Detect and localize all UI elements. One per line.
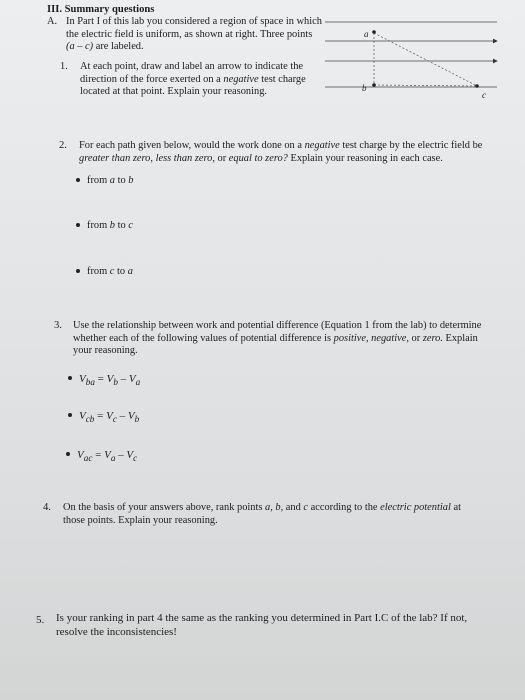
q2-options-1: greater than zero, less than zero,	[79, 152, 215, 164]
point-a-label: a	[364, 29, 369, 39]
bullet-icon	[66, 452, 70, 456]
q2-b1-pre: from	[87, 175, 110, 186]
q3-b2-b: V	[127, 410, 135, 422]
q5-number: 5.	[36, 614, 45, 626]
q2-options-2: equal to zero?	[228, 152, 288, 164]
q2-bullet-3	[76, 266, 133, 279]
q1-line-1: At each point, draw and label an arrow to indicate the	[80, 61, 304, 72]
q1-line-2-post: test charge	[258, 73, 306, 85]
q3-b3-lhs-sub: ac	[83, 453, 93, 464]
q3-b3-b: V	[126, 449, 134, 461]
q3-bullet-1	[68, 373, 140, 389]
point-c-dot	[475, 84, 479, 88]
q2-b3-mid: to	[114, 266, 128, 277]
q1-negative: negative	[223, 73, 259, 85]
q2-b2-p1: b	[109, 220, 115, 231]
q4-number: 4.	[43, 502, 51, 513]
q3-line-2-pre: whether each of the following values of potential difference is	[73, 332, 334, 344]
q1-number: 1.	[60, 61, 68, 72]
q3-b1-a: V	[106, 373, 114, 385]
q3-b2-eq: =	[94, 410, 107, 422]
q4-points-ab: a, b,	[265, 502, 284, 513]
q2-negative: negative	[304, 140, 340, 151]
point-b-dot	[372, 83, 376, 87]
point-a-dot	[372, 30, 376, 34]
q2-bullet-2	[76, 220, 133, 233]
q3-b1-lhs: V	[79, 373, 86, 385]
q4-line-1	[63, 502, 525, 515]
q3-line-3: your reasoning.	[73, 345, 138, 357]
q1-text	[80, 61, 330, 99]
q3-b3-minus: –	[115, 449, 127, 461]
q3-b2-lhs: V	[79, 410, 86, 422]
q3-b2-a: V	[106, 410, 113, 422]
part-a-line-3-text: are labeled.	[93, 41, 144, 53]
q2-b2-p2: c	[128, 220, 133, 231]
q3-text	[73, 320, 525, 358]
q3-b1-eq: =	[94, 373, 107, 385]
q2-line-1-post: test charge by the electric field be	[339, 140, 483, 151]
q2-b3-p2: a	[127, 266, 133, 277]
q2-b1-p2: b	[128, 175, 134, 186]
q3-b1-b-sub: a	[135, 377, 141, 388]
q2-b3-pre: from	[87, 266, 110, 277]
q3-b1-a-sub: b	[113, 377, 118, 388]
bullet-icon	[68, 413, 72, 417]
q2-number: 2.	[59, 140, 67, 151]
bullet-icon	[68, 376, 72, 380]
uniform-field-figure	[325, 10, 525, 100]
q2-bullet-1	[76, 175, 133, 188]
part-a-line-2: the electric field is uniform, as shown at right. Three points	[66, 28, 313, 40]
q3-options-2: zero.	[422, 332, 443, 344]
q4-line-1-mid: according to the	[308, 502, 381, 513]
point-b-label: b	[362, 83, 367, 93]
q4-line-1-pre: On the basis of your answers above, rank points	[63, 502, 265, 513]
q3-b3-a-sub: a	[110, 453, 116, 464]
q3-b1-lhs-sub: ba	[85, 377, 95, 388]
q3-b3-b-sub: c	[133, 453, 138, 464]
q4-line-1-post: at	[450, 502, 461, 513]
q5-line-1: Is your ranking in part 4 the same as the ranking you determined in Part I.C of the lab? If not,	[56, 612, 468, 624]
q3-line-2-post: Explain	[442, 332, 478, 344]
q3-options-1: positive, negative,	[333, 332, 409, 344]
q2-b2-pre: from	[87, 220, 110, 231]
q4-electric-potential: electric potential	[380, 502, 451, 513]
part-a-intro	[66, 16, 346, 54]
q2-line-2-post: Explain your reasoning in each case.	[287, 152, 443, 164]
q1-line-2-pre: direction of the force exerted on a	[80, 73, 224, 85]
path-b-to-c	[374, 85, 477, 86]
q3-b3-a: V	[104, 449, 111, 461]
q2-line-1	[79, 140, 519, 153]
bullet-icon	[76, 269, 80, 273]
q3-b1-b: V	[128, 373, 136, 385]
part-a-label: A.	[47, 16, 58, 27]
q4-point-c: c	[303, 502, 309, 513]
q2-b1-mid: to	[115, 175, 129, 186]
q3-b2-minus: –	[116, 410, 128, 422]
section-title: III. Summary questions	[47, 4, 155, 15]
q5-line-2: resolve the inconsistencies!	[56, 625, 177, 638]
q3-b2-a-sub: c	[112, 414, 117, 425]
q3-bullet-3	[66, 449, 137, 465]
q3-number: 3.	[54, 320, 62, 331]
q1-line-2	[80, 74, 330, 87]
part-a-line-1: In Part I of this lab you considered a region of space in which	[66, 16, 322, 27]
q3-bullet-2	[68, 410, 139, 426]
q5-text	[56, 612, 525, 639]
bullet-icon	[76, 223, 80, 227]
q2-or: or	[214, 152, 229, 164]
q2-b3-p1: c	[109, 266, 115, 277]
point-c-label: c	[482, 90, 486, 100]
q3-b2-lhs-sub: cb	[85, 414, 95, 425]
q4-and: and	[283, 502, 304, 513]
q4-line-2: those points. Explain your reasoning.	[63, 514, 218, 526]
q3-line-2	[73, 333, 525, 346]
q3-b3-lhs: V	[77, 449, 84, 461]
q3-b2-b-sub: b	[134, 414, 140, 425]
q2-line-1-pre: For each path given below, would the work done on a	[79, 140, 305, 151]
bullet-icon	[76, 178, 80, 182]
q3-b3-eq: =	[92, 449, 105, 461]
part-a-line-3	[66, 41, 346, 54]
q3-or: or	[408, 332, 423, 344]
q1-line-3: located at that point. Explain your reasoning.	[80, 86, 267, 98]
q3-line-1: Use the relationship between work and potential difference (Equation 1 from the lab) to determine	[73, 320, 482, 331]
q2-b1-p1: a	[109, 175, 115, 186]
q2-line-2	[79, 153, 519, 166]
q4-text	[63, 502, 525, 527]
q2-b2-mid: to	[115, 220, 129, 231]
q3-b1-minus: –	[117, 373, 129, 385]
points-range: (a – c)	[66, 41, 94, 53]
q2-text	[79, 140, 519, 165]
